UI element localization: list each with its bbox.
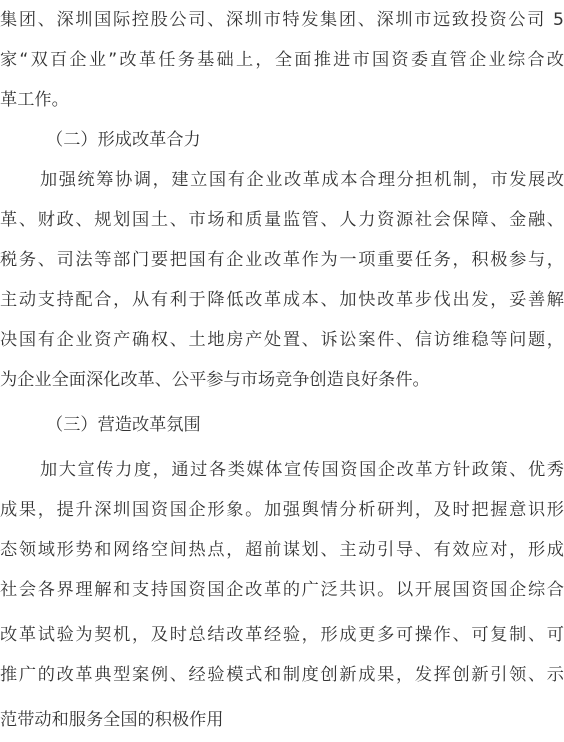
paragraph-3-line-5: 改革试验为契机，及时总结改革经验，形成更多可操作、可复制、可 — [0, 625, 564, 645]
paragraph-3-line-7: 范带动和服务全国的积极作用 — [0, 710, 224, 730]
paragraph-1-line-3: 革工作。 — [0, 90, 69, 110]
paragraph-2-line-5: 决国有企业资产确权、土地房产处置、诉讼案件、信访维稳等问题， — [0, 330, 564, 350]
paragraph-1-line-1: 集团、深圳国际控股公司、深圳市特发集团、深圳市远致投资公司 5 — [0, 10, 564, 30]
paragraph-3-line-4: 社会各界理解和支持国资国企改革的广泛共识。以开展国资国企综合 — [0, 580, 564, 600]
paragraph-3-line-1: 加大宣传力度，通过各类媒体宣传国资国企改革方针政策、优秀 — [40, 460, 564, 480]
paragraph-2-line-3: 税务、司法等部门要把国有企业改革作为一项重要任务，积极参与， — [0, 250, 564, 270]
section-heading-3: （三）营造改革氛围 — [46, 415, 201, 435]
paragraph-2-line-2: 革、财政、规划国土、市场和质量监管、人力资源社会保障、金融、 — [0, 210, 564, 230]
paragraph-1-line-2: 家“双百企业”改革任务基础上，全面推进市国资委直管企业综合改 — [0, 50, 564, 70]
section-heading-2: （二）形成改革合力 — [46, 130, 201, 150]
paragraph-2-line-1: 加强统筹协调，建立国有企业改革成本合理分担机制，市发展改 — [40, 170, 564, 190]
paragraph-2-line-6: 为企业全面深化改革、公平参与市场竞争创造良好条件。 — [0, 370, 430, 390]
paragraph-3-line-2: 成果，提升深圳国资国企形象。加强舆情分析研判，及时把握意识形 — [0, 500, 564, 520]
paragraph-3-line-3: 态领域形势和网络空间热点，超前谋划、主动引导、有效应对，形成 — [0, 540, 564, 560]
paragraph-3-line-6: 推广的改革典型案例、经验模式和制度创新成果，发挥创新引领、示 — [0, 665, 564, 685]
paragraph-2-line-4: 主动支持配合，从有利于降低改革成本、加快改革步伐出发，妥善解 — [0, 290, 564, 310]
